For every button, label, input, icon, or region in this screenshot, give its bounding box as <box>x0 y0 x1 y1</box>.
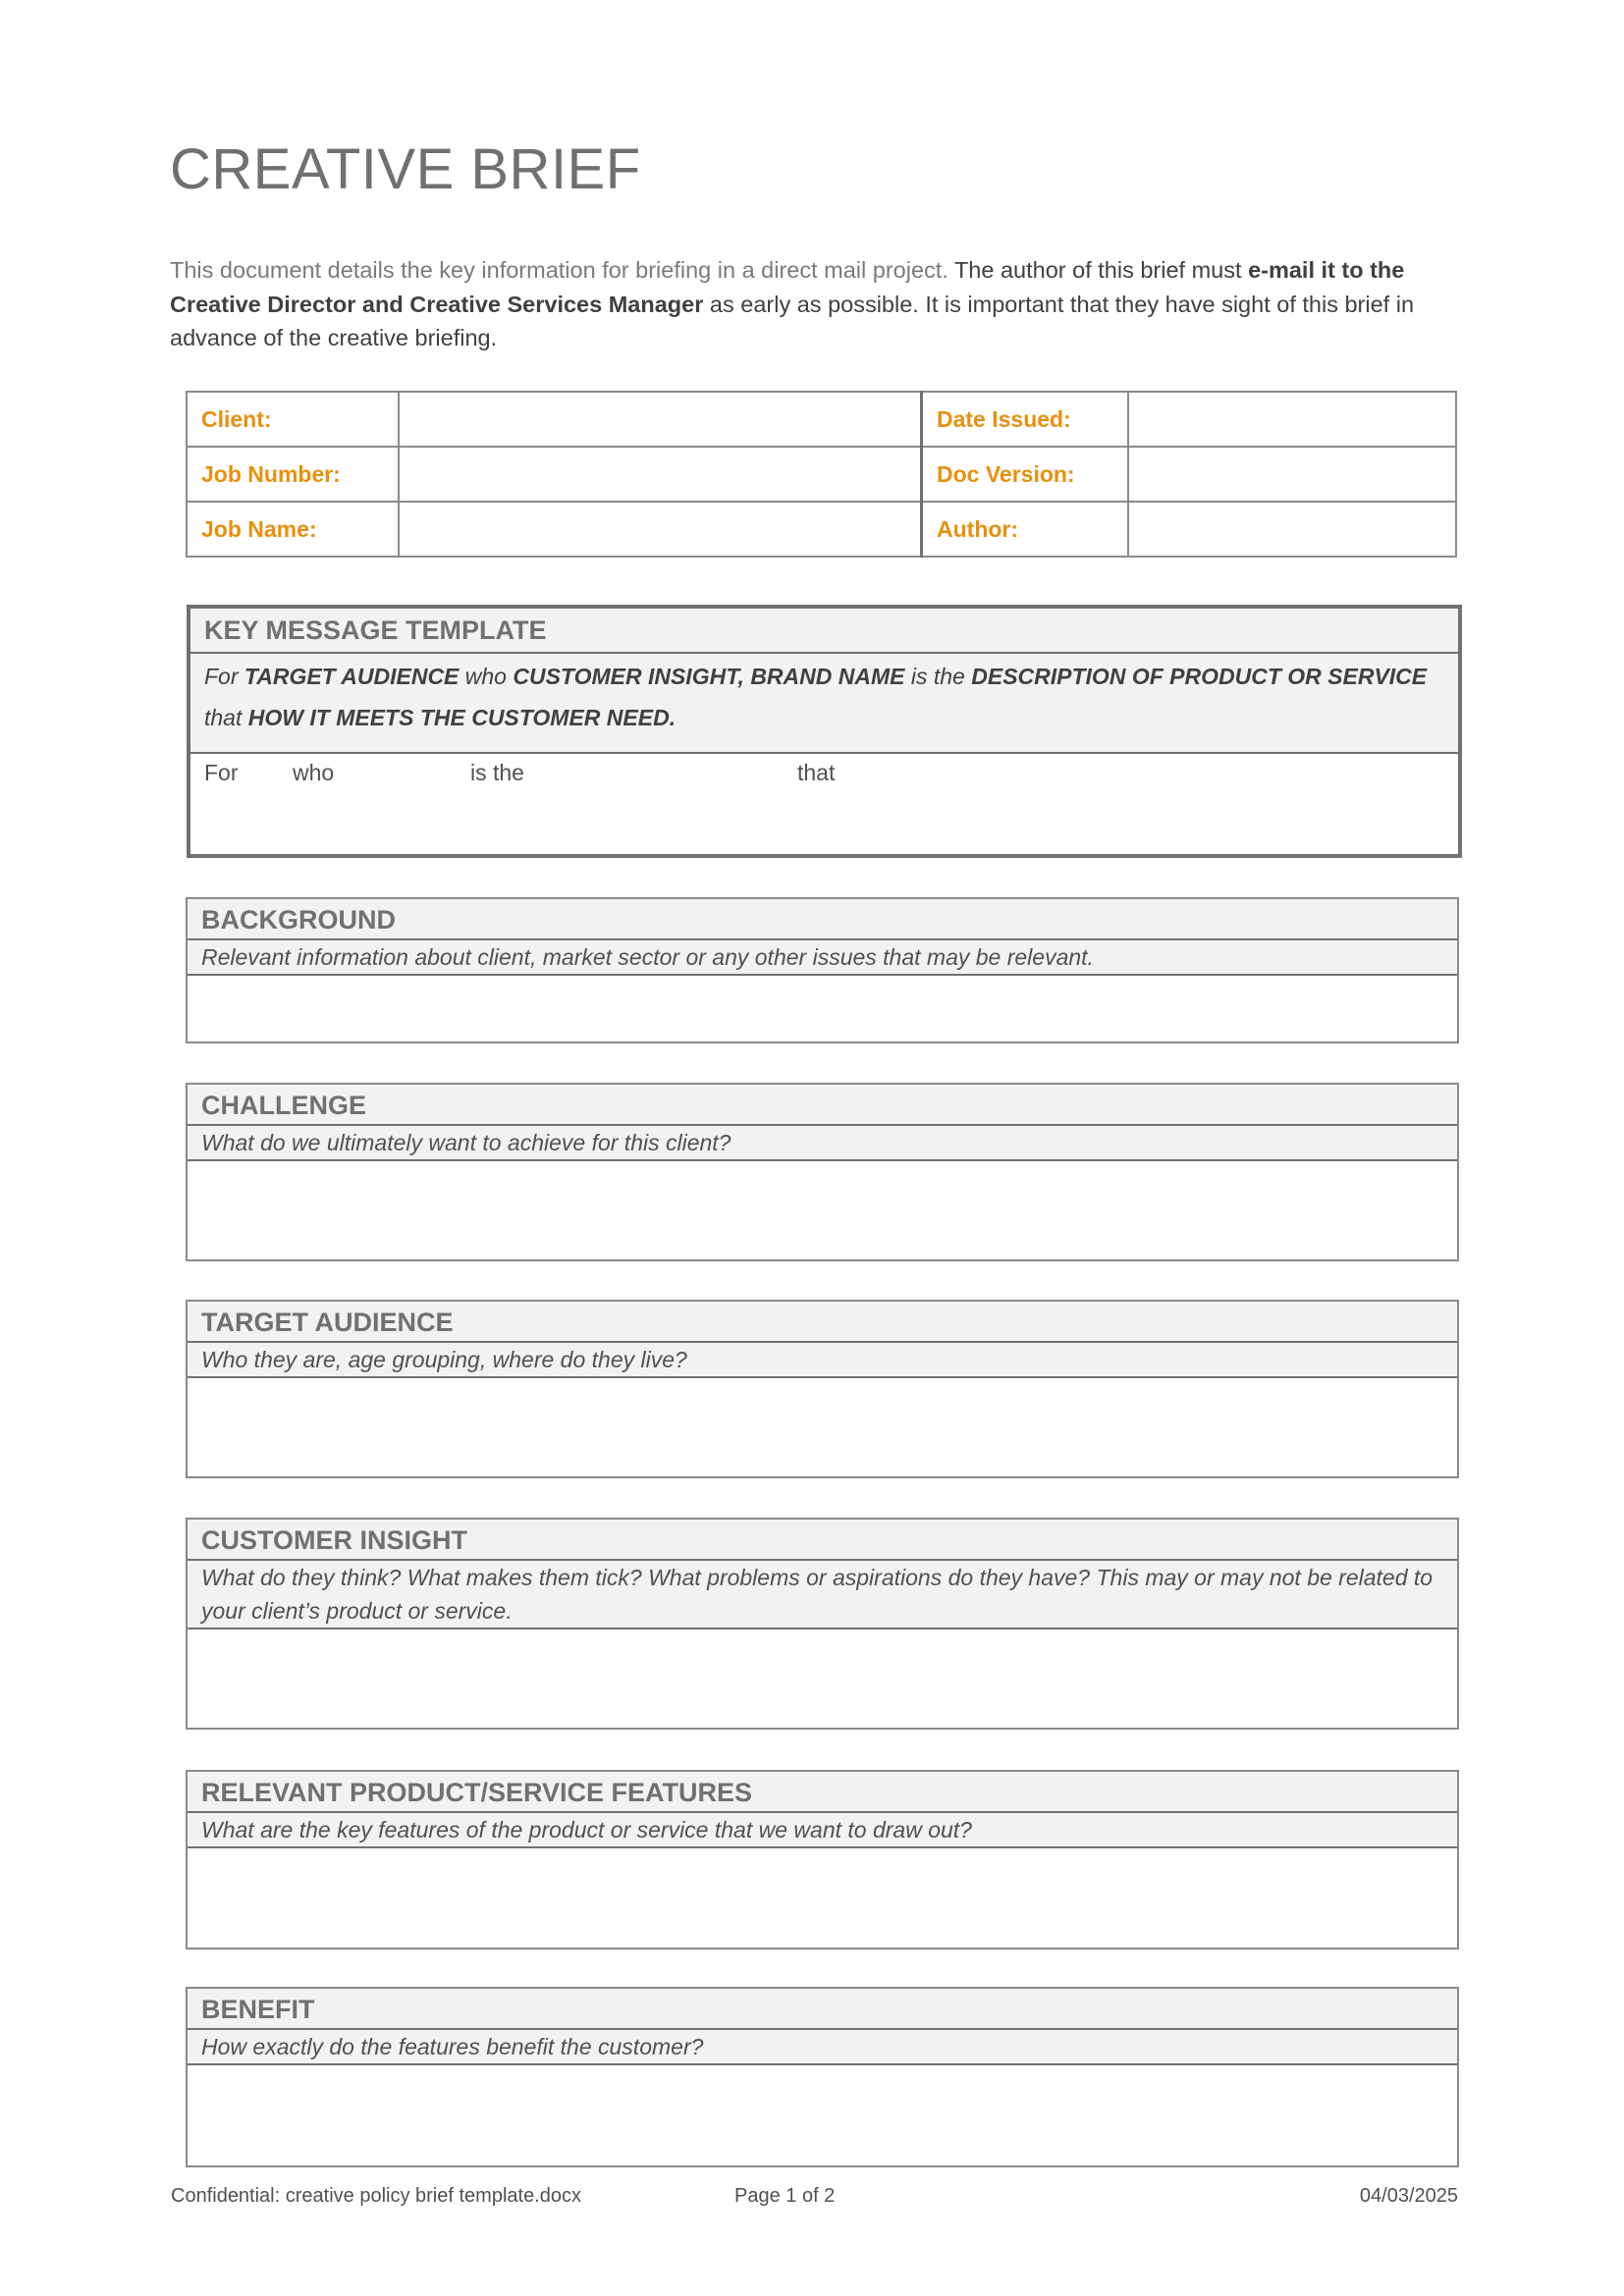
date-issued-field[interactable] <box>1128 392 1456 447</box>
intro-paragraph <box>170 253 1456 355</box>
section-input-area[interactable] <box>188 976 1457 1041</box>
job-name-field[interactable] <box>399 502 922 557</box>
section-product-features <box>186 1770 1459 1949</box>
info-row-job-number <box>187 447 1456 502</box>
info-row-client <box>187 392 1456 447</box>
footer-page-number: Page 1 of 2 <box>734 2185 836 2207</box>
section-benefit <box>186 1987 1459 2167</box>
doc-version-label: Doc Version: <box>922 447 1129 502</box>
job-number-label: Job Number: <box>187 447 399 502</box>
section-background <box>186 897 1459 1043</box>
template-word: who <box>459 664 514 689</box>
template-placeholder: TARGET AUDIENCE <box>244 664 460 689</box>
author-field[interactable] <box>1128 502 1456 557</box>
section-heading: RELEVANT PRODUCT/SERVICE FEATURES <box>188 1772 1457 1813</box>
section-heading: CHALLENGE <box>188 1085 1457 1126</box>
template-word: For <box>204 664 244 689</box>
footer-date: 04/03/2025 <box>1359 2185 1458 2207</box>
client-label: Client: <box>187 392 399 447</box>
date-issued-label: Date Issued: <box>922 392 1129 447</box>
section-heading: TARGET AUDIENCE <box>188 1302 1457 1343</box>
section-description: What do they think? What makes them tick? What problems or aspirations do they have? This may or may not be related to your client’s product or service. <box>188 1561 1457 1629</box>
key-message-template-text <box>190 654 1458 754</box>
doc-version-field[interactable] <box>1128 447 1456 502</box>
key-message-box <box>187 605 1462 858</box>
intro-text-1: This document details the key information for briefing in a direct mail project. <box>170 257 948 283</box>
section-heading: BACKGROUND <box>188 899 1457 940</box>
footer-filename: Confidential: creative policy brief template.docx <box>171 2185 581 2207</box>
key-message-fill-area[interactable] <box>190 754 1458 852</box>
client-field[interactable] <box>399 392 922 447</box>
fill-word-for: For <box>204 760 239 785</box>
section-customer-insight <box>186 1518 1459 1730</box>
product-features-input[interactable] <box>188 1848 1457 1948</box>
template-placeholder: HOW IT MEETS THE CUSTOMER NEED. <box>247 705 677 730</box>
section-heading: CUSTOMER INSIGHT <box>188 1520 1457 1561</box>
section-input-area[interactable] <box>188 1848 1457 1948</box>
info-row-job-name <box>187 502 1456 557</box>
section-input-area[interactable] <box>188 1629 1457 1728</box>
section-challenge <box>186 1083 1459 1261</box>
template-placeholder: CUSTOMER INSIGHT, BRAND NAME <box>513 664 905 689</box>
template-word: that <box>204 705 248 730</box>
background-input[interactable] <box>188 976 1457 1041</box>
section-description: Relevant information about client, market sector or any other issues that may be relevant. <box>188 940 1457 976</box>
section-description: How exactly do the features benefit the customer? <box>188 2030 1457 2065</box>
page-title: CREATIVE BRIEF <box>170 137 641 201</box>
fill-word-who: who <box>293 760 335 785</box>
intro-bold-text: e-mail it to the Creative Director and Creative Services Manager <box>170 257 1405 317</box>
section-input-area[interactable] <box>188 1378 1457 1476</box>
intro-text-2: The author of this brief must <box>947 257 1249 283</box>
fill-word-is-the: is the <box>470 760 524 785</box>
section-description: What are the key features of the product or service that we want to draw out? <box>188 1813 1457 1848</box>
section-input-area[interactable] <box>188 1161 1457 1259</box>
template-word: is the <box>904 664 972 689</box>
intro-text-3: as early as possible. It is important that they have sight of this brief in advance of the creative briefing. <box>170 291 1415 350</box>
section-input-area[interactable] <box>188 2065 1457 2165</box>
customer-insight-input[interactable] <box>188 1629 1457 1728</box>
section-heading: BENEFIT <box>188 1989 1457 2030</box>
section-target-audience <box>186 1300 1459 1478</box>
target-audience-input[interactable] <box>188 1378 1457 1476</box>
job-name-label: Job Name: <box>187 502 399 557</box>
challenge-input[interactable] <box>188 1161 1457 1259</box>
key-message-heading: KEY MESSAGE TEMPLATE <box>190 609 1458 654</box>
job-info-table <box>186 391 1457 558</box>
job-number-field[interactable] <box>399 447 922 502</box>
benefit-input[interactable] <box>188 2065 1457 2165</box>
fill-word-that: that <box>797 760 836 785</box>
author-label: Author: <box>922 502 1129 557</box>
template-placeholder: DESCRIPTION OF PRODUCT OR SERVICE <box>971 664 1428 689</box>
section-description: Who they are, age grouping, where do they live? <box>188 1343 1457 1378</box>
section-description: What do we ultimately want to achieve for this client? <box>188 1126 1457 1161</box>
